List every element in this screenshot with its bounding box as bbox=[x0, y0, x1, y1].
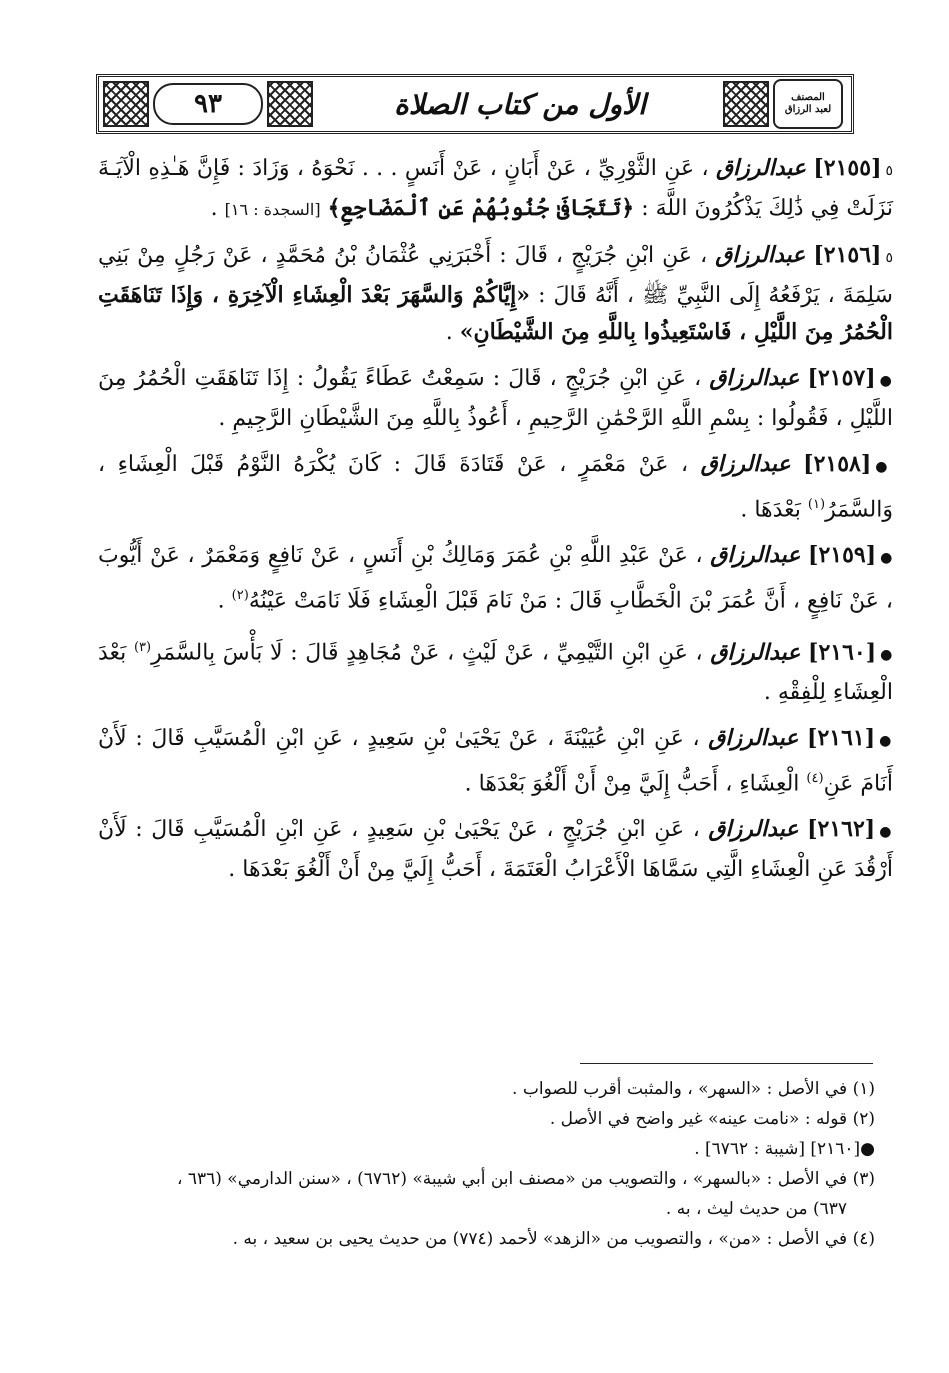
hadith-text: ، عَنِ ابْنِ جُرَيْجٍ ، قَالَ : أَخْبَرَنِي عُثْمَانُ بْنُ مُحَمَّدٍ ، عَنْ رَجُلٍ مِنْ بَنِي سَلِمَةَ ، يَرْفَعُهُ إِلَى النَّبِيِّ ﷺ ، أَنَّهُ قَالَ : bbox=[98, 243, 893, 308]
hadith-marker: ● bbox=[879, 373, 893, 389]
hadith-marker: ● bbox=[879, 732, 893, 749]
narrator-name: عبدالرزاق bbox=[710, 542, 801, 569]
narrator-name: عبدالرزاق bbox=[715, 242, 806, 268]
hadith-paragraph bbox=[98, 237, 893, 351]
hadith-number: [٢١٥٧] bbox=[807, 365, 876, 391]
hadith-text: ، عَنِ ابْنِ جُرَيْجٍ ، قَالَ : سَمِعْتُ عَطَاءً يَقُولُ : إِذَا تَنَاهَقَتِ الْحُمُرُ مِنَ اللَّيْلِ ، فَقُولُوا : بِسْمِ اللَّهِ الرَّحْمَٰنِ الرَّحِيمِ ، أَعُوذُ بِاللَّهِ مِنَ الشَّيْطَانِ الرَّجِيمِ bbox=[98, 366, 893, 431]
hadith-text-cont: بَعْدَهَا bbox=[754, 497, 801, 523]
hadith-number: [٢١٦١] bbox=[807, 724, 876, 751]
hadith-end: . bbox=[210, 196, 218, 221]
hadith-text-cont: بَعْدَ الْعِشَاءِ لِلْفِقْهِ bbox=[98, 639, 893, 705]
hadith-end: . bbox=[228, 857, 236, 883]
narrator-name: عبدالرزاق bbox=[708, 724, 799, 751]
quran-quote: ﴿تَتَجَافَىٰ جُنُوبُهُمْ عَنِ ٱلْمَضَاجِعِ﴾ bbox=[327, 195, 635, 221]
hadith-text-cont: الْعِشَاءِ ، أَحَبُّ إِلَيَّ مِنْ أَنْ أَلْغُوَ بَعْدَهَا bbox=[478, 771, 800, 797]
ornament-icon bbox=[103, 81, 149, 127]
hadith-number: [٢١٦٢] bbox=[807, 816, 876, 843]
hadith-paragraph bbox=[98, 150, 893, 228]
hadith-marker: ● bbox=[880, 646, 893, 663]
footnote: (٢) قوله : «نامت عينه» غير واضح في الأصل . bbox=[549, 1109, 875, 1129]
hadith-marker: ٥ bbox=[885, 163, 894, 179]
prophet-quote: «إِيَّاكُمْ وَالسَّهَرَ بَعْدَ الْعِشَاءِ الْآخِرَةِ ، وَإِذَا تَنَاهَقَتِ الْحُمُرُ مِنَ اللَّيْلِ ، فَاسْتَعِيذُوا بِاللَّهِ مِنَ الشَّيْطَانِ» bbox=[98, 282, 893, 345]
hadith-end: . bbox=[763, 679, 771, 705]
footnote-ref[interactable]: (١) bbox=[807, 497, 826, 512]
footnote-separator bbox=[580, 1063, 873, 1064]
footnote-ref[interactable]: (٣) bbox=[133, 639, 152, 655]
narrator-name: عبدالرزاق bbox=[700, 451, 791, 477]
hadith-end: . bbox=[445, 320, 453, 345]
logo-line: لعبد الرزاق bbox=[784, 104, 832, 115]
footnote-ref[interactable]: (٤) bbox=[806, 770, 824, 786]
footnotes bbox=[98, 1074, 875, 1254]
hadith-number: [٢١٥٩] bbox=[808, 542, 877, 569]
hadith-marker: ● bbox=[880, 550, 894, 567]
hadith-end: . bbox=[464, 771, 472, 797]
footnote: (١) في الأصل : «السهر» ، والمثبت أقرب للصواب . bbox=[512, 1079, 875, 1099]
narrator-name: عبدالرزاق bbox=[709, 365, 800, 391]
footnote: (٣) في الأصل : «بالسهر» ، والتصويب من «مصنف ابن أبي شيبة» (٦٧٦٢) ، «سنن الدارمي» (٦٣٦ ، bbox=[176, 1169, 875, 1189]
narrator-name: عبدالرزاق bbox=[708, 816, 799, 843]
ornament-icon bbox=[723, 81, 769, 127]
main-text bbox=[98, 150, 893, 897]
hadith-paragraph bbox=[98, 537, 893, 619]
ornament-icon bbox=[267, 81, 313, 127]
narrator-name: عبدالرزاق bbox=[715, 155, 807, 181]
quran-reference: [السجدة : ١٦] bbox=[224, 200, 321, 219]
hadith-text: ، عَنِ ابْنِ التَّيْمِيِّ ، عَنْ لَيْثٍ ، عَنْ مُجَاهِدٍ قَالَ : لَا بَأْسَ بِالسَّمَرِ bbox=[151, 639, 703, 665]
footnote-ref[interactable]: (٢) bbox=[231, 588, 249, 604]
hadith-paragraph bbox=[98, 811, 893, 888]
page-header bbox=[96, 74, 854, 134]
hadith-text: ، عَنِ ابْنِ جُرَيْجٍ ، عَنْ يَحْيَىٰ بْنِ سَعِيدٍ ، عَنِ ابْنِ الْمُسَيَّبِ قَالَ : لَأَنْ أَرْقُدَ عَنِ الْعِشَاءِ الَّتِي سَمَّاهَا الْأَعْرَابُ الْعَتَمَةَ ، أَحَبُّ إِلَيَّ مِنْ أَنْ أَلْغُوَ بَعْدَهَا bbox=[98, 817, 893, 883]
hadith-text: ، عَنِ الثَّوْرِيِّ ، عَنْ أَبَانٍ ، عَنْ أَنَسٍ . . . نَحْوَهُ ، وَزَادَ : فَإِنَّ هَـٰذِهِ الْآيَـةَ نَزَلَتْ فِي ذَٰلِكَ يَذْكُرُونَ اللَّهَ : bbox=[98, 156, 893, 221]
hadith-number: [٢١٦٠] bbox=[808, 638, 877, 665]
footnote: ●[٢١٦٠] [شيبة : ٦٧٦٢] . bbox=[694, 1139, 875, 1159]
hadith-paragraph bbox=[98, 629, 893, 711]
hadith-number: [٢١٥٥] bbox=[813, 155, 882, 181]
hadith-paragraph bbox=[98, 446, 893, 528]
hadith-number: [٢١٥٨] bbox=[803, 451, 872, 477]
footnote: (٤) في الأصل : «من» ، والتصويب من «الزهد» لأحمد (٧٧٤) من حديث يحيى بن سعيد ، به . bbox=[232, 1229, 875, 1249]
hadith-paragraph bbox=[98, 720, 893, 802]
running-head: الأول من كتاب الصلاة bbox=[394, 87, 646, 121]
footnote-continuation: ٦٣٧) من حديث ليث ، به . bbox=[665, 1199, 847, 1219]
hadith-end: . bbox=[740, 497, 748, 523]
logo-line: المصنف bbox=[791, 92, 825, 103]
hadith-marker: ● bbox=[875, 459, 893, 475]
page-number: ٩٣ bbox=[153, 83, 263, 125]
hadith-marker: ٥ bbox=[885, 250, 893, 266]
hadith-text: ، عَنْ عَبْدِ اللَّهِ بْنِ عُمَرَ وَمَالِكُ بْنِ أَنَسٍ ، عَنْ نَافِعٍ وَمَعْمَرٌ ، عَنْ أَيُّوبَ ، عَنْ نَافِعٍ ، أَنَّ عُمَرَ بْنَ الْخَطَّابِ قَالَ : مَنْ نَامَ قَبْلَ الْعِشَاءِ فَلَا نَامَتْ عَيْنُهُ bbox=[98, 543, 893, 614]
hadith-paragraph bbox=[98, 360, 893, 437]
hadith-end: . bbox=[217, 588, 225, 614]
hadith-end: . bbox=[218, 406, 226, 431]
hadith-text: ، عَنِ ابْنِ عُيَيْنَةَ ، عَنْ يَحْيَىٰ بْنِ سَعِيدٍ ، عَنِ ابْنِ الْمُسَيَّبِ قَالَ : لَأَنْ أَنَامَ عَنِ bbox=[98, 725, 893, 797]
narrator-name: عبدالرزاق bbox=[710, 638, 801, 665]
book-logo bbox=[773, 79, 843, 129]
hadith-marker: ● bbox=[879, 824, 894, 841]
hadith-number: [٢١٥٦] bbox=[813, 242, 882, 268]
hadith-text: ، عَنْ مَعْمَرٍ ، عَنْ قَتَادَةَ قَالَ : كَانَ يُكْرَهُ النَّوْمُ قَبْلَ الْعِشَاءِ ، وَالسَّمَرُ bbox=[98, 452, 893, 523]
